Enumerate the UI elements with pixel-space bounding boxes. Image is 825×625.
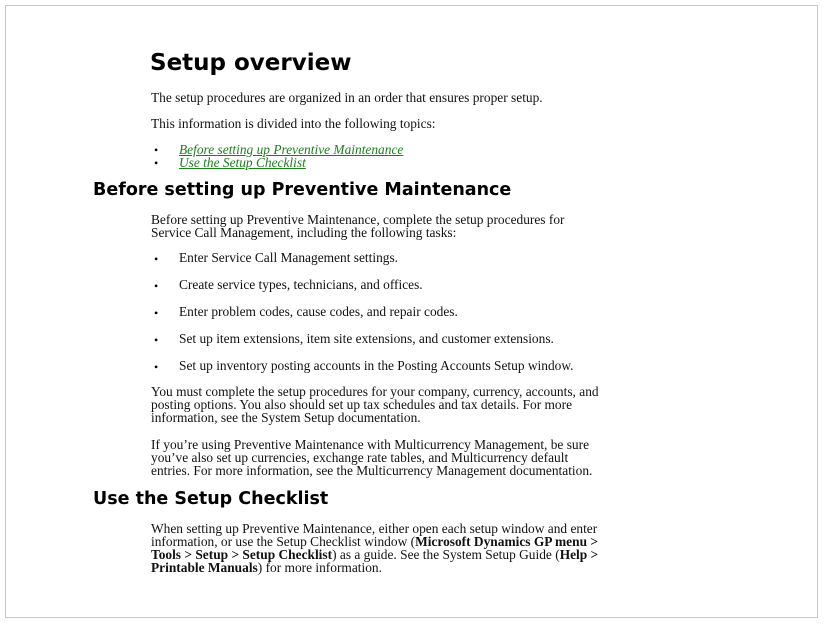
text-run: ) as a guide. See the System Setup Guide ( <box>332 547 560 562</box>
section1-paragraph: If you’re using Preventive Maintenance with Multicurrency Management, be sure <box>151 437 590 452</box>
section2-paragraph <box>151 561 382 574</box>
bullet: • <box>154 143 159 157</box>
section2-paragraph: When setting up Preventive Maintenance, either open each setup window and enter <box>151 521 598 536</box>
task-item: Set up item extensions, item site extensions, and customer extensions. <box>179 331 554 346</box>
bullet: • <box>154 333 159 347</box>
topic-link-before-setup[interactable]: Before setting up Preventive Maintenance <box>179 142 404 157</box>
section1-paragraph: You must complete the setup procedures for your company, currency, accounts, and <box>151 384 599 399</box>
text-run: information, or use the Setup Checklist window ( <box>151 534 416 549</box>
section1-paragraph: information, see the System Setup documentation. <box>151 410 421 425</box>
section-heading-setup-checklist: Use the Setup Checklist <box>93 489 329 509</box>
text-run: ) for more information. <box>257 560 382 575</box>
bullet: • <box>154 252 159 266</box>
task-item: Enter Service Call Management settings. <box>179 250 399 265</box>
section1-paragraph: entries. For more information, see the Multicurrency Management documentation. <box>151 463 593 478</box>
document-page <box>5 5 818 618</box>
intro-text: The setup procedures are organized in an order that ensures proper setup. <box>151 90 543 105</box>
bullet: • <box>154 279 159 293</box>
menu-path: Printable Manuals <box>151 560 258 575</box>
topic-link-setup-checklist[interactable]: Use the Setup Checklist <box>179 155 306 170</box>
bullet: • <box>154 360 159 374</box>
section1-paragraph: Before setting up Preventive Maintenance, complete the setup procedures for <box>151 212 565 227</box>
section1-paragraph: Service Call Management, including the following tasks: <box>151 225 457 240</box>
task-item: Create service types, technicians, and offices. <box>179 277 423 292</box>
section-heading-before-setup: Before setting up Preventive Maintenance <box>93 180 512 200</box>
menu-path: Tools > Setup > Setup Checklist <box>151 547 333 562</box>
bullet: • <box>154 306 159 320</box>
task-item: Enter problem codes, cause codes, and repair codes. <box>179 304 458 319</box>
intro-text: This information is divided into the following topics: <box>151 116 436 131</box>
menu-path: Microsoft Dynamics GP menu > <box>415 534 598 549</box>
section1-paragraph: you’ve also set up currencies, exchange rate tables, and Multicurrency default <box>151 450 569 465</box>
bullet: • <box>154 156 159 170</box>
task-item: Set up inventory posting accounts in the Posting Accounts Setup window. <box>179 358 574 373</box>
page-title: Setup overview <box>150 50 352 76</box>
menu-path: Help > <box>559 547 599 562</box>
section1-paragraph: posting options. You also should set up tax schedules and tax details. For more <box>151 397 573 412</box>
